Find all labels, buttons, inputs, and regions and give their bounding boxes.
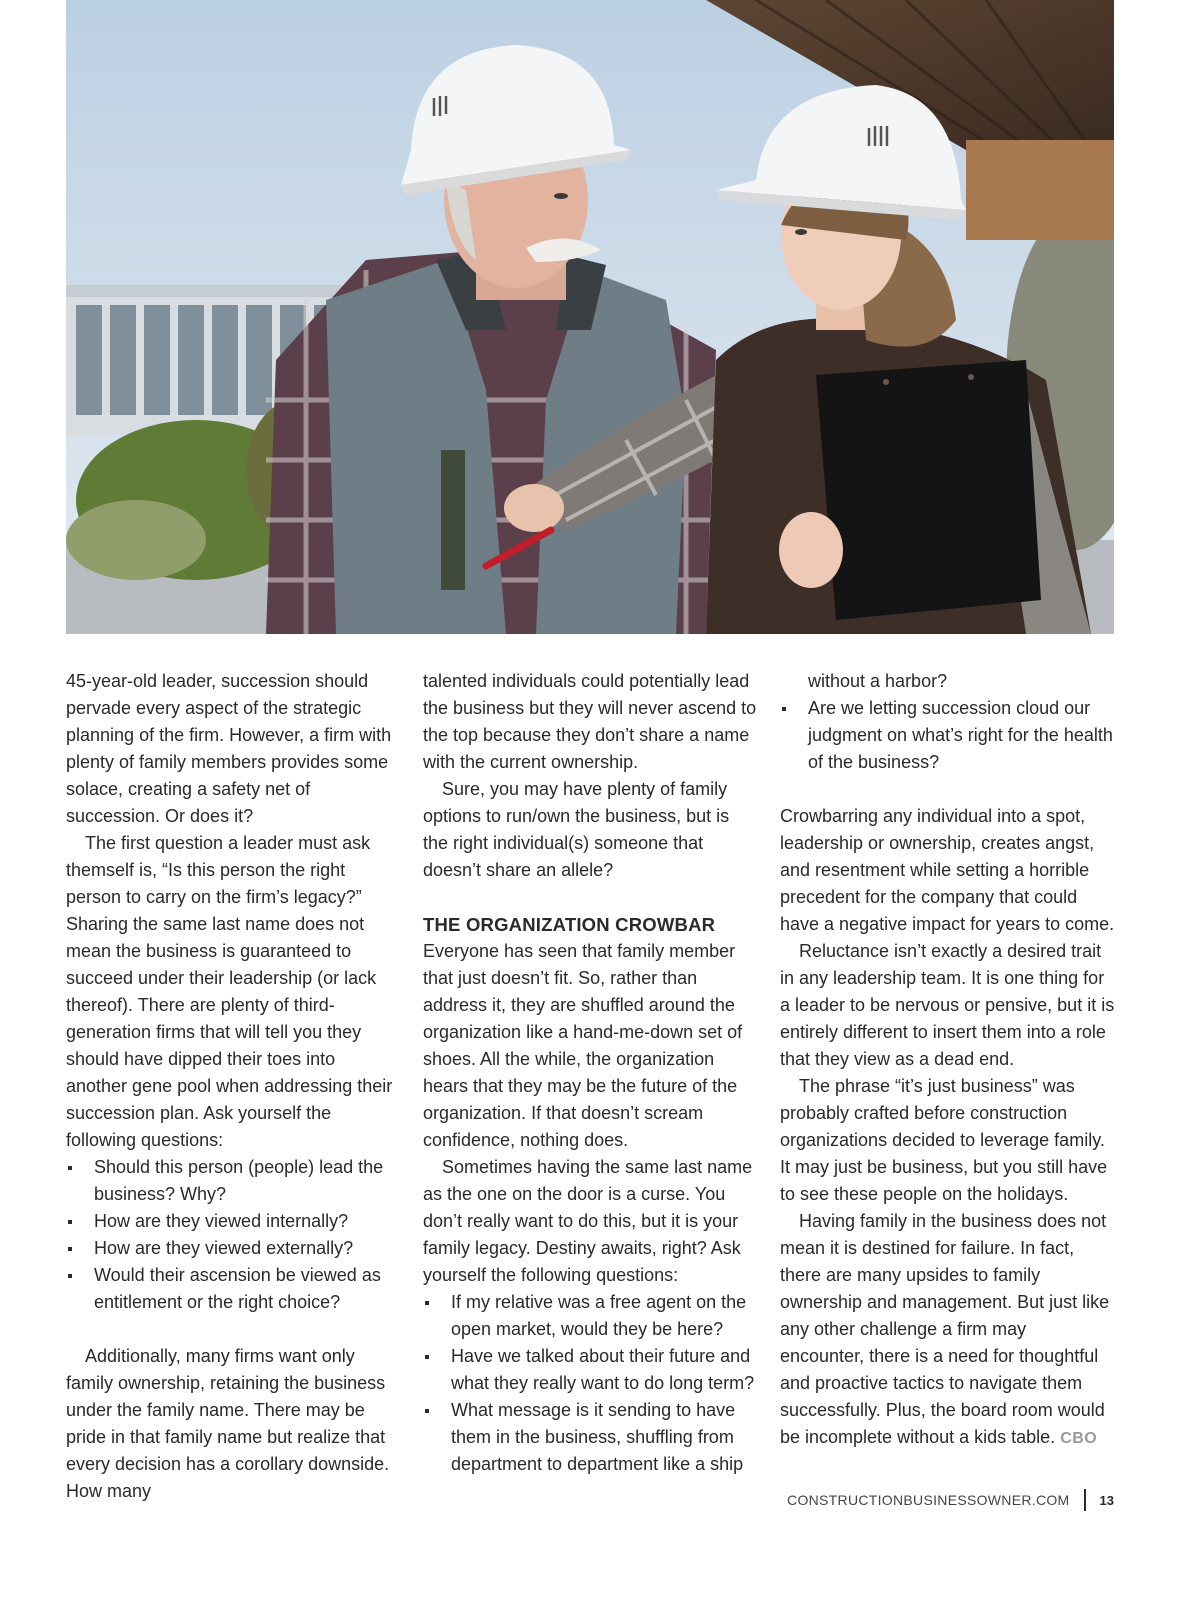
- paragraph: 45-year-old leader, succession should pervade every aspect of the strategic planning of the firm. However, a firm with plenty of family members provides some solace, creating a safety net of succession. Or does it?: [66, 671, 392, 826]
- article-column-2: [423, 668, 758, 1478]
- paragraph: [780, 1208, 1115, 1452]
- list-item: How are they viewed internally?: [66, 1208, 401, 1235]
- list-item: Should this person (people) lead the business? Why?: [66, 1154, 401, 1208]
- cbo-sign-off: CBO: [1060, 1430, 1098, 1447]
- article-column-3: [780, 668, 1115, 1452]
- list-item: Are we letting succession cloud our judgment on what’s right for the health of the business?: [780, 695, 1115, 776]
- question-list: [423, 1289, 758, 1478]
- paragraph: Crowbarring any individual into a spot, leadership or ownership, creates angst, and resentment while setting a horrible precedent for the company that could have a negative impact for years to come.: [780, 806, 1115, 934]
- list-item: What message is it sending to have them in the business, shuffling from department to department like a ship: [423, 1397, 758, 1478]
- paragraph: The phrase “it’s just business” was probably crafted before construction organizations decided to leverage family. It may just be business, but you still have to see these people on the holidays.: [780, 1076, 1108, 1204]
- spacer: [423, 884, 758, 911]
- paragraph: The first question a leader must ask themself is, “Is this person the right person to carry on the firm’s legacy?” Sharing the same last name does not mean the business is guaranteed to succeed under their leadership (or lack thereof). There are plenty of third-generation firms that will tell you they should have dipped their toes into another gene pool when addressing their succession plan. Ask yourself the following questions:: [66, 833, 393, 1150]
- list-item: If my relative was a free agent on the open market, would they be here?: [423, 1289, 758, 1343]
- question-list: [780, 695, 1115, 776]
- paragraph: Reluctance isn’t exactly a desired trait in any leadership team. It is one thing for a leader to be nervous or pensive, but it is entirely different to insert them into a role that they view as a dead end.: [780, 941, 1115, 1069]
- article-column-1: [66, 668, 401, 1505]
- paragraph: Sure, you may have plenty of family options to run/own the business, but is the right individual(s) someone that doesn’t share an allele?: [423, 779, 730, 880]
- paragraph: Additionally, many firms want only family ownership, retaining the business under the family name. There may be pride in that family name but realize that every decision has a corollary downside. How many: [66, 1346, 390, 1501]
- construction-workers-illustration: [66, 0, 1114, 634]
- list-item-continuation: without a harbor?: [808, 671, 948, 691]
- list-item: Have we talked about their future and what they really want to do long term?: [423, 1343, 758, 1397]
- paragraph-text: Having family in the business does not mean it is destined for failure. In fact, there are many upsides to family ownership and management. But just like any other challenge a firm may encounter, there is a need for thoughtful and proactive tactics to navigate them successfully. Plus, the board room would be incomplete without a kids table.: [780, 1211, 1110, 1447]
- paragraph: Sometimes having the same last name as the one on the door is a curse. You don’t really want to do this, but it is your family legacy. Destiny awaits, right? Ask yourself the following questions:: [423, 1157, 753, 1285]
- paragraph: Everyone has seen that family member that just doesn’t fit. So, rather than address it, they are shuffled around the organization like a hand-me-down set of shoes. All the while, the organization hears that they may be the future of the organization. If that doesn’t scream confidence, nothing does.: [423, 941, 743, 1150]
- spacer: [66, 1316, 401, 1343]
- spacer: [780, 776, 1115, 803]
- hero-photo: [66, 0, 1114, 634]
- website-url[interactable]: CONSTRUCTIONBUSINESSOWNER.COM: [787, 1492, 1070, 1508]
- page-number: 13: [1099, 1492, 1114, 1508]
- list-item: Would their ascension be viewed as entitlement or the right choice?: [66, 1262, 401, 1316]
- page-footer: [787, 1488, 1114, 1512]
- question-list: [66, 1154, 401, 1316]
- list-item: How are they viewed externally?: [66, 1235, 401, 1262]
- paragraph: talented individuals could potentially lead the business but they will never ascend to the top because they don’t share a name with the current ownership.: [423, 671, 757, 772]
- section-heading: THE ORGANIZATION CROWBAR: [423, 914, 716, 935]
- footer-divider: [1084, 1489, 1086, 1511]
